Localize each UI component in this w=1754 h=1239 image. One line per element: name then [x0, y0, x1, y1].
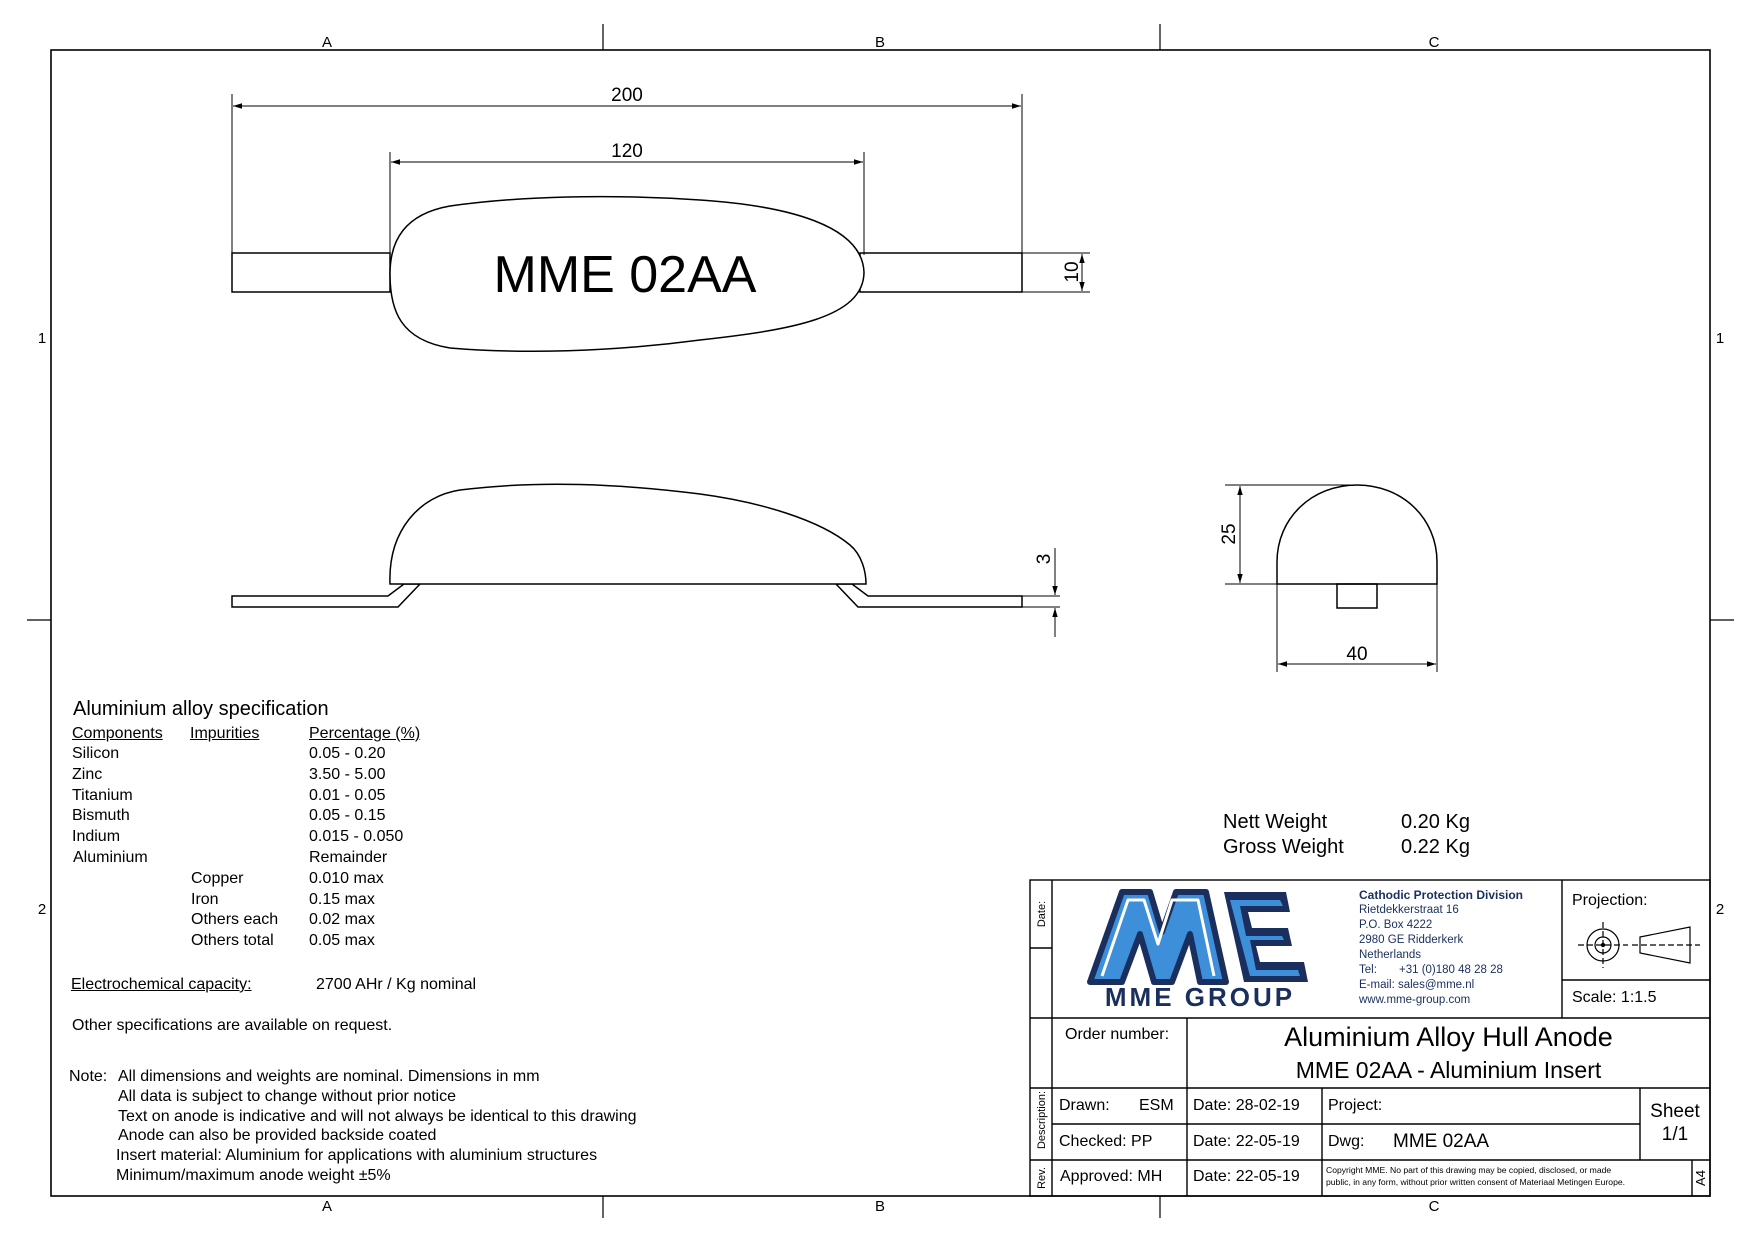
company-email: E-mail: sales@mme.nl	[1359, 979, 1475, 991]
note-line: Minimum/maximum anode weight ±5%	[116, 1167, 391, 1184]
paper-size-label: A4	[1693, 1170, 1708, 1186]
company-tel-label: Tel:	[1359, 964, 1377, 976]
zone-right-1: 1	[1715, 330, 1725, 347]
zone-right-2: 2	[1715, 901, 1725, 918]
component-name: Indium	[72, 828, 121, 845]
company-address-line: Netherlands	[1359, 949, 1422, 961]
zone-top-a: A	[321, 34, 333, 51]
zone-top-c: C	[1428, 34, 1440, 51]
dwg-label: Dwg:	[1328, 1133, 1365, 1150]
company-address-line: P.O. Box 4222	[1359, 919, 1433, 931]
zone-bottom-c: C	[1428, 1198, 1440, 1215]
company-website: www.mme-group.com	[1359, 994, 1471, 1006]
electrochemical-value: 2700 AHr / Kg nominal	[316, 976, 477, 993]
gross-weight-label: Gross Weight	[1223, 836, 1344, 858]
nett-weight-label: Nett Weight	[1223, 811, 1328, 833]
anode-text: MME 02AA	[493, 246, 757, 304]
copyright-line1: Copyright MME. No part of this drawing may be copied, disclosed, or made	[1326, 1165, 1612, 1175]
component-name: Zinc	[72, 766, 103, 783]
logo-text: MME GROUP	[1104, 982, 1296, 1012]
sheet-label: Sheet	[1650, 1101, 1700, 1122]
company-tel: +31 (0)180 48 28 28	[1399, 964, 1503, 976]
side-label-date: Date:	[1036, 900, 1048, 928]
note-line: All data is subject to change without prior notice	[118, 1088, 456, 1105]
note-line: Insert material: Aluminium for applications with aluminium structures	[116, 1147, 598, 1164]
project-label: Project:	[1328, 1097, 1383, 1114]
note-line: Text on anode is indicative and will not always be identical to this drawing	[118, 1108, 637, 1125]
sheet-value: 1/1	[1661, 1124, 1689, 1145]
impurity-name: Others each	[191, 911, 279, 928]
company-tel-row	[1359, 963, 1523, 978]
note-line: All dimensions and weights are nominal. Dimensions in mm	[118, 1068, 540, 1085]
component-value: 0.01 - 0.05	[309, 787, 386, 804]
mme-logo-icon	[1090, 892, 1308, 982]
company-division: Cathodic Protection Division	[1359, 888, 1524, 902]
impurity-value: 0.15 max	[309, 891, 375, 908]
side-label-rev: Rev.	[1036, 1167, 1048, 1189]
component-value: 0.05 - 0.15	[309, 807, 386, 824]
approved-label: Approved: MH	[1060, 1168, 1163, 1185]
notes-label: Note:	[69, 1068, 108, 1085]
checked-label: Checked: PP	[1059, 1133, 1153, 1150]
note-line: Anode can also be provided backside coated	[118, 1127, 437, 1144]
end-insert	[1337, 584, 1377, 608]
component-name: Bismuth	[72, 807, 130, 824]
top-strap-right	[860, 253, 1022, 292]
dim-120-label: 120	[611, 141, 643, 162]
checked-date: Date: 22-05-19	[1193, 1133, 1300, 1150]
drawn-by: ESM	[1139, 1097, 1174, 1114]
dim-10-label: 10	[1062, 261, 1083, 283]
component-name: Titanium	[72, 787, 133, 804]
side-strap-left	[232, 584, 420, 607]
component-name: Aluminium	[73, 849, 148, 866]
zone-bottom-b: B	[874, 1198, 886, 1215]
nett-weight-value: 0.20 Kg	[1401, 811, 1470, 833]
scale-label: Scale: 1:1.5	[1572, 989, 1657, 1006]
drawn-date: Date: 28-02-19	[1193, 1097, 1300, 1114]
component-value: 0.05 - 0.20	[309, 745, 386, 762]
gross-weight-value: 0.22 Kg	[1401, 836, 1470, 858]
impurity-value: 0.05 max	[309, 932, 375, 949]
copyright-line2: public, in any form, without prior written consent of Materiaal Metingen Europe.	[1326, 1177, 1626, 1187]
spec-title: Aluminium alloy specification	[73, 698, 329, 720]
company-address-line: Rietdekkerstraat 16	[1359, 904, 1459, 916]
dim-40-label: 40	[1346, 644, 1368, 665]
drawn-label: Drawn:	[1059, 1097, 1110, 1114]
dim-200-label: 200	[611, 85, 643, 106]
impurity-name: Iron	[191, 891, 219, 908]
side-label-description: Description:	[1036, 1090, 1048, 1150]
side-strap-right	[836, 584, 1022, 607]
other-specs-note: Other specifications are available on request.	[72, 1017, 393, 1034]
impurity-value: 0.02 max	[309, 911, 375, 928]
side-view	[232, 484, 1022, 607]
zone-top-b: B	[874, 34, 886, 51]
header-percentage: Percentage (%)	[309, 725, 421, 742]
zone-bottom-a: A	[321, 1198, 333, 1215]
side-body-outline	[390, 484, 866, 584]
end-body-outline	[1277, 485, 1437, 584]
company-info	[1359, 888, 1523, 1008]
header-impurities: Impurities	[190, 725, 260, 742]
impurity-value: 0.010 max	[309, 870, 384, 887]
approved-date: Date: 22-05-19	[1193, 1168, 1300, 1185]
drawing-title-line1: Aluminium Alloy Hull Anode	[1284, 1022, 1613, 1052]
drawing-title-line2: MME 02AA - Aluminium Insert	[1295, 1057, 1602, 1083]
top-strap-left	[232, 253, 390, 292]
header-components: Components	[72, 725, 163, 742]
projection-symbol-icon	[1578, 922, 1700, 968]
dwg-value: MME 02AA	[1393, 1131, 1490, 1152]
component-value: 0.015 - 0.050	[309, 828, 404, 845]
component-value: 3.50 - 5.00	[309, 766, 386, 783]
impurity-name: Copper	[191, 870, 244, 887]
component-name: Silicon	[72, 745, 120, 762]
company-address-line: 2980 GE Ridderkerk	[1359, 934, 1464, 946]
order-number-label: Order number:	[1065, 1026, 1170, 1043]
zone-left-2: 2	[37, 901, 47, 918]
end-view	[1277, 485, 1437, 608]
electrochemical-label: Electrochemical capacity:	[71, 976, 252, 993]
dim-3-label: 3	[1034, 553, 1055, 565]
dim-25-label: 25	[1219, 523, 1240, 545]
impurity-name: Others total	[191, 932, 274, 949]
component-value: Remainder	[309, 849, 388, 866]
zone-left-1: 1	[37, 330, 47, 347]
projection-label: Projection:	[1572, 892, 1648, 909]
